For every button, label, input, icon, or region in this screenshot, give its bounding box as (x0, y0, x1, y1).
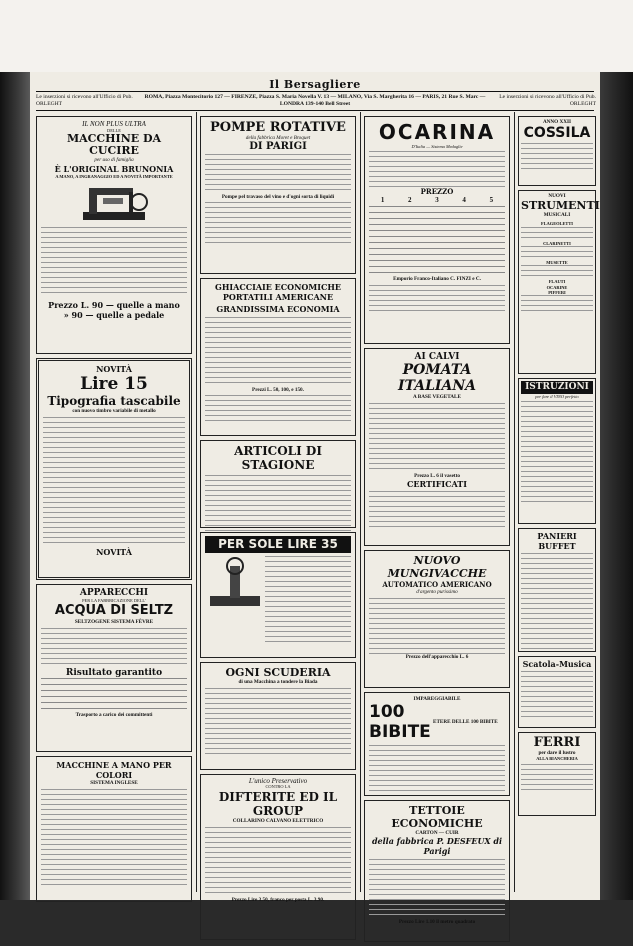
ad-music-box (518, 656, 596, 728)
price-heading: PREZZO (420, 187, 454, 197)
ad-kicker: IL NON PLUS ULTRA (82, 120, 146, 128)
ad-body-text (521, 671, 593, 717)
ad-subtitle: di una Macchina a tondere la Biada (238, 679, 318, 685)
ad-system: SELTZOGENE SISTEMA FÈVRE (74, 619, 154, 626)
ad-title: PANIERI BUFFET (537, 531, 577, 551)
notice-middle: ROMA, Piazza Montecitorio 127 — FIRENZE, Piazza S. Maria Novella V. 13 — MILANO, Via S. Margherita 16 — PARIS, 21 Rue S. Marc — LONDRA 139-140 Bell Street (144, 94, 486, 107)
ad-note: A MANO, A INGRANAGGIO ED A NOVITÀ IMPORTANTE (55, 173, 173, 179)
ad-body-text (521, 764, 593, 794)
ad-ocarina (364, 116, 510, 344)
notice-right: Le inserzioni si ricevono all'Ufficio di Pub. ORLEGHT (499, 94, 596, 107)
certificates-heading: CERTIFICATI (407, 479, 467, 490)
ad-subtitle: per fare il VINO perfetto (535, 394, 579, 399)
ad-price: Prezzi L. 50, 100, e 150. (252, 387, 304, 393)
book-spine-shadow (0, 72, 30, 900)
ad-rotary-pumps (200, 116, 356, 274)
price-pedal: » 90 — quelle a pedale (63, 309, 165, 320)
ad-lire-35 (200, 532, 356, 658)
ad-body-text (369, 491, 505, 531)
ad-subtitle: GRANDISSIMA ECONOMIA (216, 304, 340, 314)
ocarina-number: 4 (462, 196, 466, 205)
ocarina-number: 2 (408, 196, 412, 205)
ad-subtitle-2: d'argento purissimo (416, 589, 458, 595)
ad-body-text (205, 202, 351, 246)
ad-title: ARTICOLI DI STAGIONE (234, 444, 322, 472)
ad-sewing-machines (36, 116, 192, 354)
ad-body-text (41, 789, 187, 889)
ad-title: 100 BIBITE (369, 702, 431, 743)
ad-wine-instructions (518, 378, 596, 524)
ad-body-text (205, 317, 351, 387)
ad-title: OGNI SCUDERIA (225, 666, 331, 679)
ad-body-text (521, 246, 593, 260)
ocarina-number: 3 (435, 196, 439, 205)
ad-title: NUOVO MUNGIVACCHE (387, 554, 487, 580)
novelty-label: NOVITÀ (96, 547, 132, 558)
ad-body-text (369, 598, 505, 654)
header-rule (36, 110, 594, 111)
ad-emporio: Emporio Franco-Italiano C. FINZI e C. (393, 276, 481, 283)
ad-title: POMPE ROTATIVE (210, 120, 346, 135)
ad-kicker: DELLE (107, 128, 121, 133)
ad-body-text (41, 628, 187, 668)
instrument-item: PIFFERI (548, 289, 566, 295)
instrument-item: FLAUTI (548, 279, 566, 285)
ad-subtitle: CARTON — CUIR (415, 830, 459, 836)
ad-body-text (205, 395, 351, 421)
ad-seasonal-articles (200, 440, 356, 528)
ad-title: ACQUA DI SELTZ (54, 603, 174, 619)
ad-title: TETTOIE ECONOMICHE (391, 804, 483, 830)
ad-color-machines (36, 756, 192, 902)
scan-right-edge (600, 72, 633, 900)
ad-body-text (369, 403, 505, 473)
ad-body-text (205, 688, 351, 758)
ad-seltz-water (36, 584, 192, 752)
ad-kicker: CONTRO LA (265, 784, 291, 790)
ad-body-text (521, 401, 593, 506)
ad-body-text (369, 745, 505, 795)
ad-title: FERRI (533, 735, 581, 750)
ad-brand: È L'ORIGINAL BRUNONIA (54, 163, 174, 174)
ad-cossila (518, 116, 596, 186)
ad-pocket-typography (36, 358, 192, 580)
ad-body-text (41, 227, 187, 297)
instrument-item: OCARINE (546, 284, 568, 290)
ad-body-text (369, 859, 505, 919)
column-divider (360, 112, 361, 892)
ad-maker: della fabbrica P. DESFEUX di Parigi (371, 836, 503, 857)
column-3 (364, 116, 510, 946)
ad-buffet-baskets (518, 528, 596, 652)
ad-price: Prezzo Lire 3.50, franco per posta L. 3.90. (231, 896, 325, 903)
ad-kicker: IMPAREGGIABILE (413, 696, 461, 702)
ad-title: COSSILA (523, 125, 591, 142)
price-table (41, 678, 187, 712)
ad-body-text (205, 154, 351, 194)
ad-title: POMATA ITALIANA (398, 362, 476, 394)
ad-kicker: ANNO XXII (542, 119, 572, 125)
novelty-label: NOVITÀ (96, 364, 132, 374)
ad-subtitle: SISTEMA INGLESE (90, 780, 138, 786)
ad-stable-machine (200, 662, 356, 770)
ad-ice-boxes (200, 278, 356, 436)
instrument-item: CLARINETTI (543, 240, 571, 246)
newspaper-page (30, 72, 600, 926)
ad-title: MACCHINE DA CUCIRE (66, 132, 162, 158)
ad-subtitle: con nuovo timbro variabile di metallo (72, 408, 156, 414)
ad-body-text (205, 827, 351, 897)
press-illustration (205, 556, 265, 616)
ad-body-text (521, 553, 593, 649)
ad-body-text (205, 475, 351, 531)
ad-kicker: NUOVI (548, 193, 566, 199)
masthead-title: Il Bersagliere (269, 78, 361, 91)
masthead-rule (36, 91, 594, 92)
ad-city: DI PARIGI (249, 141, 307, 153)
ad-body-text (369, 285, 505, 315)
instrument-item: FLAGEOLETTI (541, 221, 573, 227)
ad-musical-instruments (518, 190, 600, 374)
ad-result: Risultato garantito (65, 667, 163, 678)
ad-subtitle: ETERE DELLE 100 BIBITE (433, 719, 498, 726)
scan-top-margin (0, 0, 633, 72)
ad-price: Prezzo L. 6 il vasetto (414, 473, 460, 480)
ad-economic-roofs (364, 800, 510, 942)
column-2 (200, 116, 356, 944)
ad-title: OCARINA (378, 120, 496, 144)
ad-subtitle-2: ALLA BIANCHERIA (536, 756, 578, 762)
ad-title: GHIACCIAIE ECONOMICHE PORTATILI AMERICANE (215, 282, 341, 302)
ad-irons (518, 732, 596, 816)
ad-pomata-italiana (364, 348, 510, 546)
ad-price: Prezzo dell'apparecchio L. 6 (405, 654, 469, 661)
ad-subtitle: della fabbrica Moret e Broquet (245, 135, 311, 141)
ad-title: DIFTERITE ED IL GROUP (218, 789, 338, 818)
ad-milking-device (364, 550, 510, 688)
column-divider (196, 112, 197, 892)
ad-line: Pompe pel travaso del vino e d'ogni sorta di liquidi (221, 194, 335, 201)
ad-kicker: L'unico Preservativo (248, 777, 308, 785)
column-divider (514, 112, 515, 892)
ad-kicker: APPARECCHI (79, 588, 149, 598)
ad-body-text (265, 556, 351, 646)
ad-title: Scatola-Musica (522, 659, 592, 669)
ad-body-text (43, 417, 185, 547)
ad-100-bibite (364, 692, 510, 796)
ad-subtitle: PER LA FABBRICAZIONE DELL' (82, 598, 146, 603)
ad-subtitle: per uso di famiglia (94, 157, 134, 164)
instrument-item: MUSETTE (546, 260, 568, 265)
ad-price: Prezzo Lire 1.10 il metro quadrato (398, 919, 476, 926)
notice-left: Le inserzioni si ricevono all'Ufficio di Pub. ORLEGHT (36, 94, 133, 107)
ad-body-text (369, 151, 505, 187)
ad-diphtheria-collar (200, 774, 356, 940)
ad-body-text (521, 295, 593, 315)
ad-body-text (521, 265, 593, 279)
price-table (369, 206, 505, 276)
ocarina-number: 5 (489, 196, 494, 205)
ad-title: PER SOLE LIRE 35 (205, 536, 351, 553)
ad-transport: Trasporto a carico dei committenti (75, 711, 153, 718)
sewing-machine-illustration (79, 182, 149, 224)
ocarina-number-row (369, 196, 505, 204)
ad-body-text (521, 227, 593, 241)
ad-price-big: Lire 15 (80, 374, 148, 394)
ad-title: ISTRUZIONI (521, 381, 593, 394)
column-4 (518, 116, 600, 820)
ad-kicker: AI CALVI (414, 352, 460, 362)
ocarina-number: 1 (380, 196, 385, 205)
ad-title: STRUMENTI (521, 199, 600, 213)
column-1 (36, 116, 192, 906)
ad-subtitle: MUSICALI (543, 212, 571, 219)
ad-subtitle: AUTOMATICO AMERICANO (382, 580, 492, 589)
ad-subtitle: A BASE VEGETALE (413, 394, 461, 400)
ad-title: MACCHINE A MANO PER COLORI (56, 760, 172, 780)
ad-subtitle: COLLARINO CALVANO ELETTRICO (232, 817, 324, 824)
ad-body-text (521, 143, 593, 173)
price-hand: Prezzo L. 90 — quelle a mano (48, 299, 180, 310)
ad-subtitle: D'Italia — Sistema Medaglie (411, 144, 463, 149)
ad-subtitle: per dare il lustro (538, 750, 576, 756)
ad-title: Tipografia tascabile (47, 394, 181, 408)
